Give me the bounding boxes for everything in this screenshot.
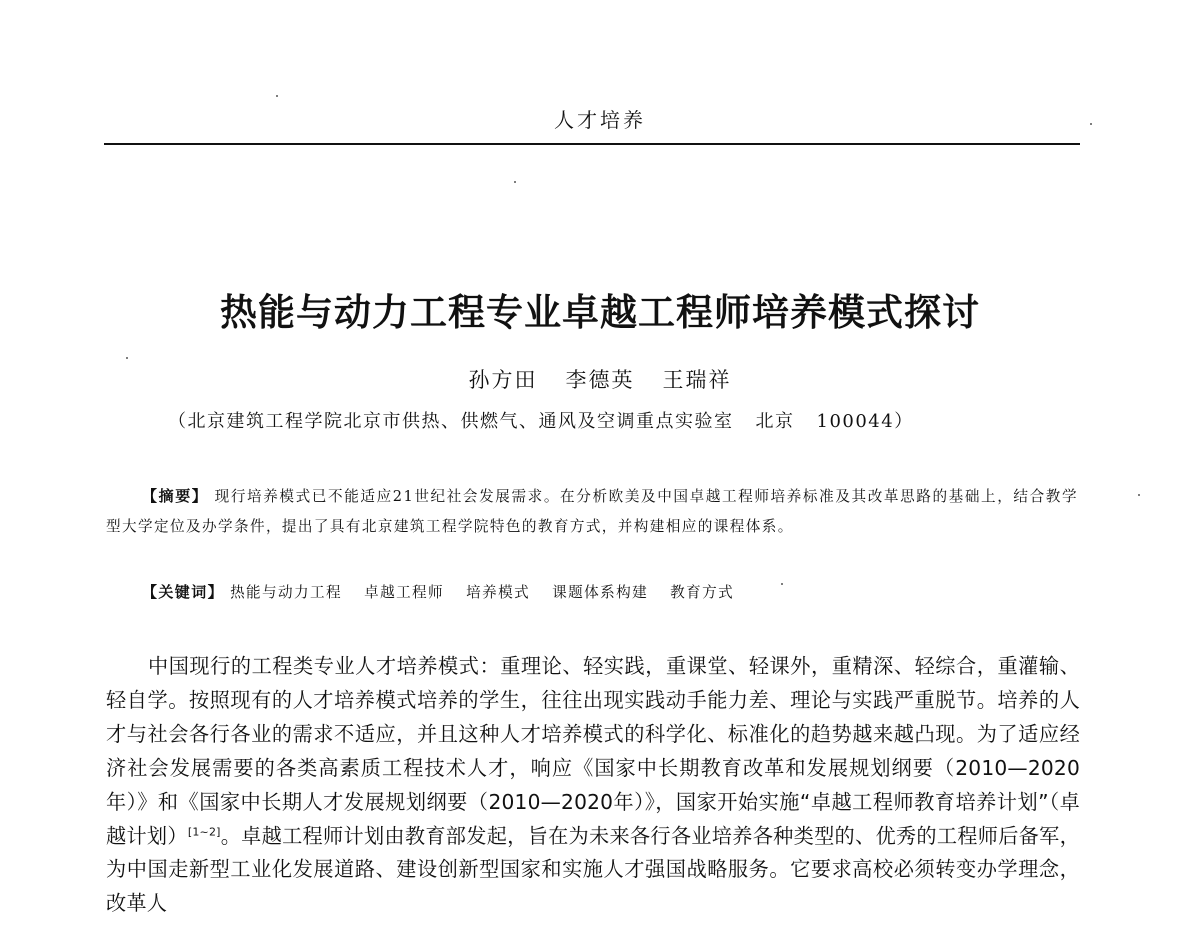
body-paragraph	[106, 650, 1080, 921]
scan-speck	[1138, 494, 1140, 496]
author-name: 王瑞祥	[662, 368, 732, 392]
author-name: 李德英	[565, 368, 635, 392]
author-list	[0, 364, 1200, 394]
body-text-part: 中国现行的工程类专业人才培养模式：重理论、轻实践，重课堂、轻课外，重精深、轻综合，重灌输、轻自学。按照现有的人才培养模式培养的学生，往往出现实践动手能力差、理论与实践严重脱节。培养的人才与社会各行各业的需求不适应，并且这种人才培养模式的科学化、标准化的趋势越来越凸现。为了适应经济社会发展需要的各类高素质工程技术人才，响应《国家中长期教育改革和发展规划纲要（2010—2020年）》和《国家中长期人才发展规划纲要（2010—2020年）》，国家开始实施“卓越工程师教育培养计划”（卓越计划）	[106, 654, 1080, 848]
header-rule	[104, 143, 1080, 145]
citation-ref[interactable]: [1~2]	[187, 824, 221, 838]
keywords-label: 【关键词】	[142, 583, 225, 601]
abstract-text: 现行培养模式已不能适应21世纪社会发展需求。在分析欧美及中国卓越工程师培养标准及其改革思路的基础上，结合教学型大学定位及办学条件，提出了具有北京建筑工程学院特色的教育方式，并构建相应的课程体系。	[106, 488, 1078, 535]
abstract	[106, 481, 1078, 542]
affiliation-city: 北京	[755, 411, 795, 432]
keyword: 培养模式	[466, 584, 531, 601]
abstract-label: 【摘要】	[142, 487, 209, 505]
article-title: 热能与动力工程专业卓越工程师培养模式探讨	[220, 291, 980, 334]
scan-speck	[514, 181, 516, 183]
affiliation-postcode: 100044）	[816, 411, 914, 432]
scan-speck	[276, 95, 278, 97]
keyword: 热能与动力工程	[230, 584, 343, 601]
keyword: 课题体系构建	[552, 584, 649, 601]
section-header: 人才培养	[554, 108, 646, 132]
keywords	[142, 581, 1082, 602]
body-text-part: 。卓越工程师计划由教育部发起，旨在为未来各行各业培养各种类型的、优秀的工程师后备军，为中国走新型工业化发展道路、建设创新型国家和实施人才强国战略服务。它要求高校必须转变办学理念，改革人	[106, 823, 1080, 916]
author-name: 孙方田	[468, 368, 538, 392]
keyword: 教育方式	[670, 584, 735, 601]
keyword: 卓越工程师	[364, 584, 445, 601]
scan-speck	[126, 357, 128, 359]
affiliation-institution: （北京建筑工程学院北京市供热、供燃气、通风及空调重点实验室	[168, 411, 734, 432]
affiliation	[168, 407, 1068, 433]
